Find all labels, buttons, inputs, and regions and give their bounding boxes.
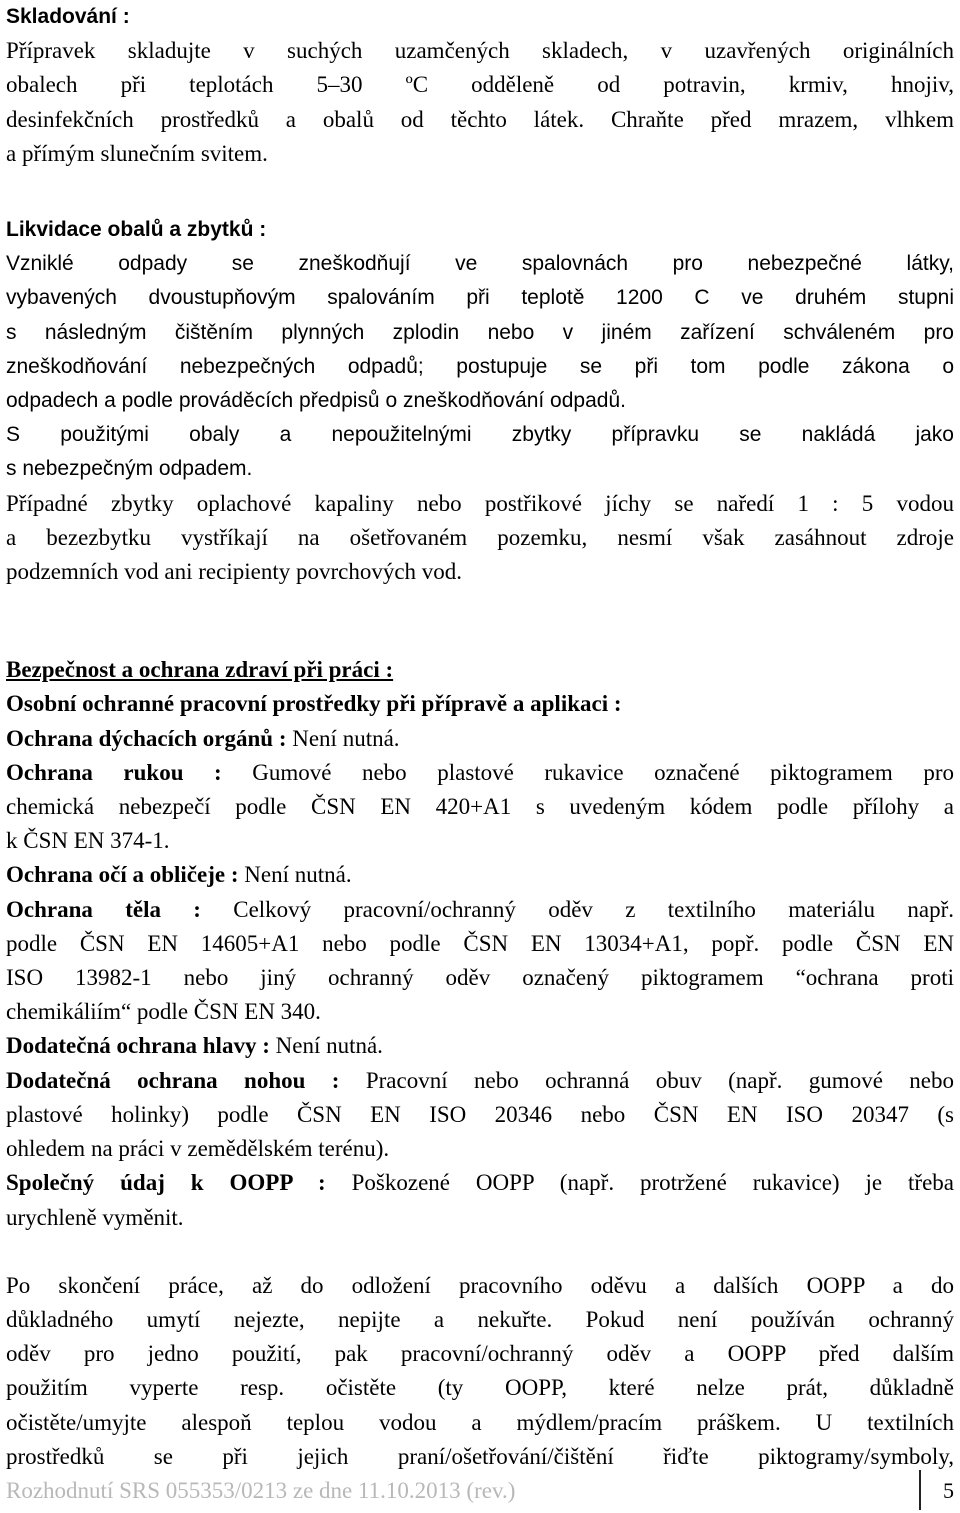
footer-divider xyxy=(919,1470,921,1510)
document-page xyxy=(6,0,954,1474)
body-line: podle ČSN EN 14605+A1 nebo podle ČSN EN 13034+A1, popř. podle ČSN EN xyxy=(6,930,954,956)
hands-line: chemická nebezpečí podle ČSN EN 420+A1 s uvedeným kódem podle přílohy a xyxy=(6,794,954,820)
body-protection xyxy=(6,893,954,927)
body-label: Ochrana těla : xyxy=(6,896,201,922)
storage-line: obalech při teplotách 5–30 ºC odděleně od potravin, krmiv, hnojiv, xyxy=(6,72,954,98)
body-line: chemikáliím“ podle ČSN EN 340. xyxy=(6,999,321,1025)
page-number: 5 xyxy=(943,1478,954,1503)
hands-text: Gumové nebo plastové rukavice označené piktogramem pro xyxy=(221,759,954,785)
common-label: Společný údaj k OOPP : xyxy=(6,1170,326,1196)
ppe-subheading: Osobní ochranné pracovní prostředky při přípravě a aplikaci : xyxy=(6,691,622,717)
disposal-line: s nebezpečným odpadem. xyxy=(6,457,253,481)
disposal-line: Případné zbytky oplachové kapaliny nebo postřikové jíchy se naředí 1 : 5 vodou xyxy=(6,490,954,516)
body-text: Celkový pracovní/ochranný oděv z textilního materiálu např. xyxy=(200,896,954,922)
disposal-line: vybavených dvoustupňovým spalováním při teplotě 1200 C ve druhém stupni xyxy=(6,286,954,310)
feet-label: Dodatečná ochrana nohou : xyxy=(6,1067,340,1093)
feet-protection xyxy=(6,1064,954,1098)
disposal-line: podzemních vod ani recipienty povrchových vod. xyxy=(6,559,463,585)
safety-section xyxy=(6,653,954,1234)
hands-label: Ochrana rukou : xyxy=(6,759,222,785)
storage-line: a přímým slunečním svitem. xyxy=(6,140,268,166)
feet-text: Pracovní nebo ochranná obuv (např. gumové nebo xyxy=(339,1067,954,1093)
storage-heading: Skladování : xyxy=(6,5,130,28)
disposal-line: s následným čištěním plynných zplodin nebo v jiném zařízení schváleném pro xyxy=(6,320,954,344)
disposal-line: zneškodňování nebezpečných odpadů; postupuje se při tom podle zákona o xyxy=(6,354,954,378)
hand-protection xyxy=(6,756,954,790)
footer-reference: Rozhodnutí SRS 055353/0213 ze dne 11.10.2013 (rev.) xyxy=(6,1478,516,1503)
eye-protection xyxy=(6,858,954,892)
safety-heading: Bezpečnost a ochrana zdraví při práci : xyxy=(6,657,394,683)
eyes-text: Není nutná. xyxy=(238,862,352,888)
head-text: Není nutná. xyxy=(269,1033,383,1059)
respiratory-label: Ochrana dýchacích orgánů : xyxy=(6,725,287,751)
after-work-section xyxy=(6,1269,954,1474)
feet-line: plastové holinky) podle ČSN EN ISO 20346 nebo ČSN EN ISO 20347 (s xyxy=(6,1101,954,1127)
disposal-line: a bezezbytku vystříkají na ošetřovaném pozemku, nesmí však zasáhnout zdroje xyxy=(6,524,954,550)
common-line: urychleně vyměnit. xyxy=(6,1204,184,1230)
storage-line: desinfekčních prostředků a obalů od těchto látek. Chraňte před mrazem, vlhkem xyxy=(6,106,954,132)
disposal-section xyxy=(6,213,954,589)
after-work-line: oděv pro jedno použití, pak pracovní/ochranný oděv a OOPP před dalším xyxy=(6,1341,954,1367)
disposal-line: Vzniklé odpady se zneškodňují ve spalovnách pro nebezpečné látky, xyxy=(6,252,954,276)
hands-line: k ČSN EN 374-1. xyxy=(6,828,170,854)
disposal-line: odpadech a podle prováděcích předpisů o zneškodňování odpadů. xyxy=(6,389,626,413)
head-protection xyxy=(6,1029,954,1063)
head-label: Dodatečná ochrana hlavy : xyxy=(6,1033,270,1059)
respiratory-text: Není nutná. xyxy=(286,725,400,751)
storage-line: Přípravek skladujte v suchých uzamčených skladech, v uzavřených originálních xyxy=(6,38,954,64)
after-work-line: očistěte/umyjte alespoň teplou vodou a mýdlem/pracím práškem. U textilních xyxy=(6,1409,954,1435)
eyes-label: Ochrana očí a obličeje : xyxy=(6,862,239,888)
after-work-line: použitím vyperte resp. očistěte (ty OOPP, které nelze prát, důkladně xyxy=(6,1375,954,1401)
feet-line: ohledem na práci v zemědělském terénu). xyxy=(6,1136,390,1162)
common-text: Poškozené OOPP (např. protržené rukavice) je třeba xyxy=(325,1170,955,1196)
respiratory-protection xyxy=(6,722,954,756)
after-work-line: Po skončení práce, až do odložení pracovního oděvu a dalších OOPP a do xyxy=(6,1272,954,1298)
page-footer xyxy=(6,1470,954,1510)
after-work-line: prostředků se při jejich praní/ošetřování/čištění řiďte piktogramy/symboly, xyxy=(6,1443,954,1469)
body-line: ISO 13982-1 nebo jiný ochranný oděv označený piktogramem “ochrana proti xyxy=(6,965,954,991)
disposal-line: S použitými obaly a nepoužitelnými zbytky přípravku se nakládá jako xyxy=(6,423,954,447)
storage-section xyxy=(6,0,954,171)
disposal-heading: Likvidace obalů a zbytků : xyxy=(6,218,267,242)
common-ppe-note xyxy=(6,1166,954,1200)
after-work-line: důkladného umytí nejezte, nepijte a nekuřte. Pokud není používán ochranný xyxy=(6,1306,954,1332)
